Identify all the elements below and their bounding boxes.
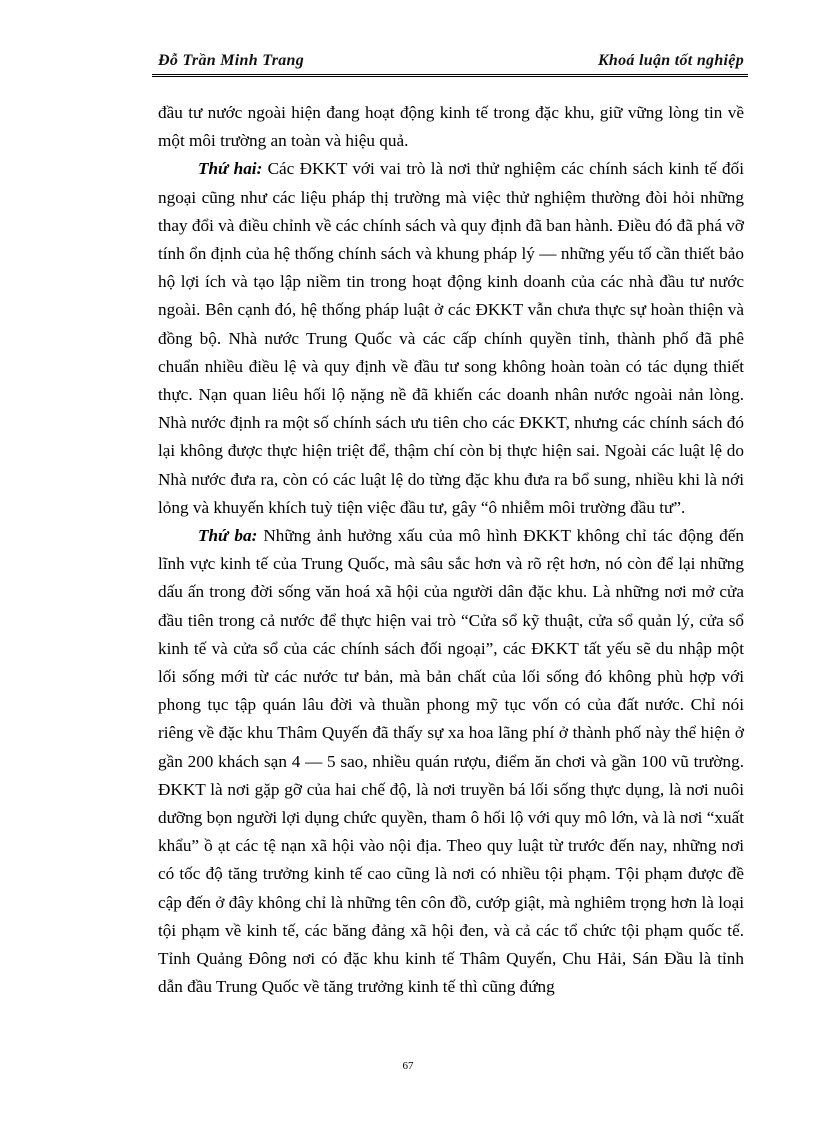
paragraph-1: [158, 99, 744, 155]
paragraph-text: đầu tư nước ngoài hiện đang hoạt động kinh tế trong đặc khu, giữ vững lòng tin về một môi trường an toàn và hiệu quả.: [158, 103, 744, 151]
paragraph-3: [158, 522, 744, 1001]
paragraph-text: Các ĐKKT với vai trò là nơi thử nghiệm các chính sách kinh tế đối ngoại cũng như các liệu pháp thị trường mà việc thử nghiệm thường đòi hỏi những thay đổi và điều chỉnh về các chính sách và quy định đã ban hành. Điều đó đã phá vỡ tính ổn định của hệ thống chính sách và khung pháp lý — những yếu tố cần thiết bảo hộ lợi ích và tạo lập niềm tin trong hoạt động kinh doanh của các nhà đầu tư nước ngoài. Bên cạnh đó, hệ thống pháp luật ở các ĐKKT vẫn chưa thực sự hoàn thiện và đồng bộ. Nhà nước Trung Quốc và các cấp chính quyền tỉnh, thành phố đã phê chuẩn nhiều điều lệ và quy định về đầu tư song không hoàn toàn có tác dụng thiết thực. Nạn quan liêu hối lộ nặng nề đã khiến các doanh nhân nước ngoài nản lòng. Nhà nước định ra một số chính sách ưu tiên cho các ĐKKT, nhưng các chính sách đó lại không được thực hiện triệt để, thậm chí còn bị thực hiện sai. Ngoài các luật lệ do Nhà nước đưa ra, còn có các luật lệ do từng đặc khu đưa ra bổ sung, nhiều khi là nới lỏng và khuyến khích tuỳ tiện việc đầu tư, gây “ô nhiễm môi trường đầu tư”.: [158, 159, 744, 517]
paragraph-text: Những ảnh hưởng xấu của mô hình ĐKKT không chỉ tác động đến lĩnh vực kinh tế của Trung Quốc, mà sâu sắc hơn và rõ rệt hơn, nó còn để lại những dấu ấn trong đời sống văn hoá xã hội của người dân đặc khu. Là những nơi mở cửa đầu tiên trong cả nước để thực hiện vai trò “Cửa sổ kỹ thuật, cửa sổ quản lý, cửa sổ kinh tế và cửa sổ của các chính sách đối ngoại”, các ĐKKT tất yếu sẽ du nhập một lối sống mới từ các nước tư bản, mà bản chất của lối sống đó không phù hợp với phong tục tập quán lâu đời và thuần phong mỹ tục vốn có của đất nước. Chỉ nói riêng về đặc khu Thâm Quyến đã thấy sự xa hoa lãng phí ở thành phố này thể hiện ở gần 200 khách sạn 4 — 5 sao, nhiều quán rượu, điểm ăn chơi và gần 100 vũ trường. ĐKKT là nơi gặp gỡ của hai chế độ, là nơi truyền bá lối sống thực dụng, là nơi nuôi dưỡng bọn người lợi dụng chức quyền, tham ô hối lộ với quy mô lớn, và là nơi “xuất khẩu” ồ ạt các tệ nạn xã hội vào nội địa. Theo quy luật từ trước đến nay, những nơi có tốc độ tăng trưởng kinh tế cao cũng là nơi có nhiều tội phạm. Tội phạm được đề cập đến ở đây không chỉ là những tên côn đồ, cướp giật, mà nghiêm trọng hơn là loại tội phạm về kinh tế, các băng đảng xã hội đen, và cả các tổ chức tội phạm quốc tế. Tỉnh Quảng Đông nơi có đặc khu kinh tế Thâm Quyến, Chu Hải, Sán Đầu là tỉnh dẫn đầu Trung Quốc về tăng trưởng kinh tế thì cũng đứng: [158, 526, 744, 997]
header-author: Đỗ Trần Minh Trang: [158, 52, 305, 69]
header-rule: [152, 74, 748, 77]
paragraph-lead: Thứ hai:: [198, 159, 263, 179]
paragraph-lead: Thứ ba:: [198, 526, 258, 546]
page-number: 67: [402, 1060, 414, 1072]
paragraph-2: [158, 155, 744, 522]
header-title: Khoá luận tốt nghiệp: [597, 52, 744, 69]
body-text: [158, 99, 744, 1002]
